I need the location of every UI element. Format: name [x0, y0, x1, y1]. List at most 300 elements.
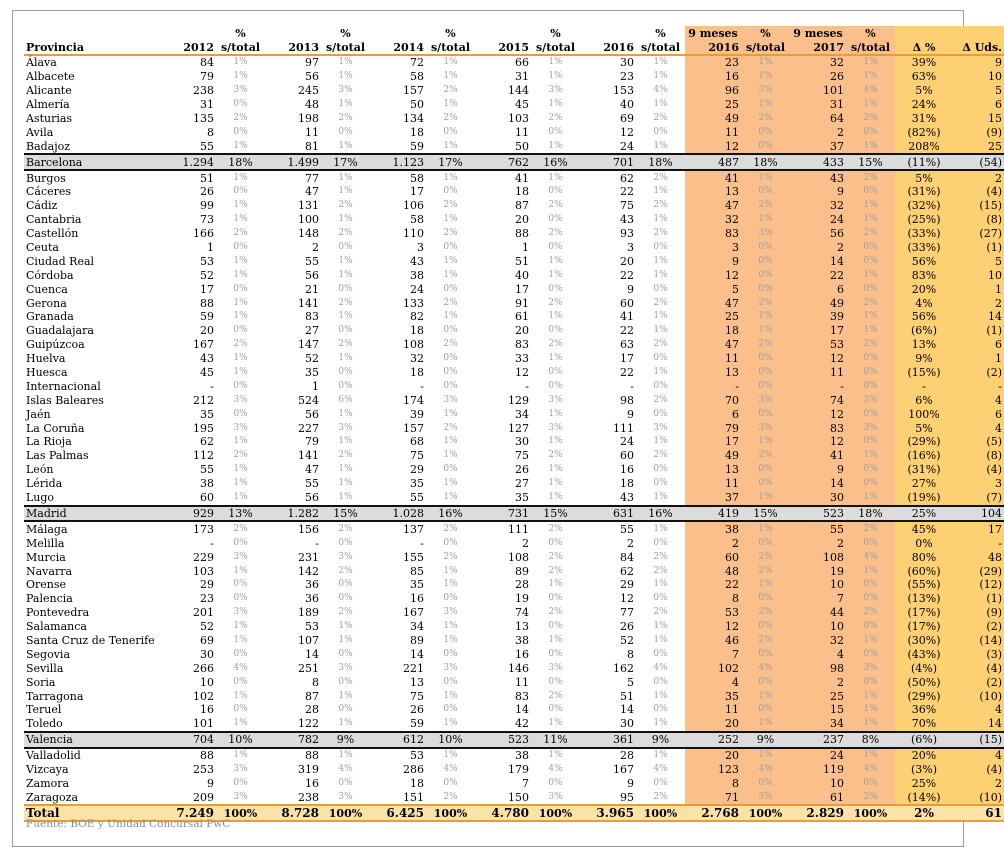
- value-9m-2016: 18: [685, 324, 741, 338]
- value-2012: 10: [200, 675, 214, 689]
- province-name: Lérida: [26, 477, 63, 491]
- province-name: Guipúzcoa: [26, 338, 85, 352]
- value-2013: 1.282: [265, 506, 321, 522]
- value-9m-2017: 24: [790, 213, 846, 227]
- value-2013: 87: [305, 689, 319, 703]
- pct-2013: 0%: [338, 367, 353, 378]
- pct-2012: 1%: [233, 269, 248, 280]
- pct-2016: 1%: [653, 140, 668, 151]
- value-9m-2016: 70: [685, 393, 741, 407]
- province-name: Zamora: [26, 776, 70, 790]
- value-2014: 85: [410, 564, 424, 578]
- pct-2015: 0%: [548, 380, 563, 391]
- value-2012: -: [210, 536, 214, 550]
- pct-2014: 1%: [443, 408, 458, 419]
- value-9m-2017: 32: [790, 55, 846, 70]
- value-2013: 55: [305, 254, 319, 268]
- value-2014: 1.028: [370, 506, 426, 522]
- pct-2012: 13%: [216, 506, 265, 522]
- pct-2015: 11%: [531, 732, 580, 748]
- value-9m-2016: 9: [685, 254, 741, 268]
- pct-2013: 0%: [338, 593, 353, 604]
- delta-uds: (4): [953, 661, 1004, 675]
- value-9m-2016: 38: [685, 521, 741, 536]
- delta-uds: 15: [953, 112, 1004, 126]
- pct-2014: 2%: [443, 297, 458, 308]
- pct-2014: 2%: [443, 85, 458, 96]
- delta-pct: 80%: [895, 550, 953, 564]
- value-2013: 131: [298, 199, 319, 213]
- pct-9m-2017: 0%: [846, 185, 895, 199]
- value-2012: 60: [200, 491, 214, 505]
- pct-9m-2016: 9%: [741, 732, 790, 748]
- value-2015: 66: [515, 56, 529, 70]
- pct-2015: 1%: [548, 478, 563, 489]
- value-2015: 179: [508, 762, 529, 776]
- value-2015: 89: [515, 564, 529, 578]
- delta-pct: 70%: [895, 717, 953, 732]
- pct-2012: 1%: [233, 690, 248, 701]
- value-2016: 77: [620, 606, 634, 620]
- pct-2012: 2%: [233, 450, 248, 461]
- value-9m-2017: 7: [790, 592, 846, 606]
- pct-2013: 2%: [338, 228, 353, 239]
- value-2012: 99: [200, 199, 214, 213]
- header-blank: [580, 26, 636, 40]
- pct-2016: 1%: [653, 214, 668, 225]
- pct-2013: 1%: [338, 621, 353, 632]
- pct-2015: 0%: [548, 704, 563, 715]
- province-name: Cuenca: [26, 282, 68, 296]
- pct-2016: 1%: [653, 634, 668, 645]
- highlighted-row: [24, 154, 1004, 170]
- value-2015: 74: [515, 606, 529, 620]
- pct-2015: 0%: [548, 186, 563, 197]
- pct-2015: 1%: [548, 750, 563, 761]
- header-pct-top: %: [846, 26, 895, 40]
- pct-2013: 6%: [338, 394, 353, 405]
- pct-9m-2017: 2%: [846, 338, 895, 352]
- pct-2016: 2%: [653, 297, 668, 308]
- value-2016: 63: [620, 338, 634, 352]
- delta-uds: (10): [953, 790, 1004, 805]
- value-2013: 88: [305, 749, 319, 763]
- delta-pct: (6%): [895, 324, 953, 338]
- value-2013: 245: [298, 84, 319, 98]
- value-2013: 11: [305, 125, 319, 139]
- pct-9m-2016: 1%: [741, 521, 790, 536]
- pct-2015: 16%: [531, 154, 580, 170]
- value-9m-2016: 13: [685, 185, 741, 199]
- value-9m-2016: 419: [685, 506, 741, 522]
- pct-9m-2017: 2%: [846, 112, 895, 126]
- header-pct-bottom: s/total: [636, 40, 685, 55]
- value-2012: 266: [193, 661, 214, 675]
- pct-9m-2017: 1%: [846, 70, 895, 84]
- value-2014: 75: [410, 449, 424, 463]
- pct-2016: 1%: [653, 621, 668, 632]
- table-row: [24, 352, 1004, 366]
- value-2014: 157: [403, 84, 424, 98]
- value-2013: 524: [298, 393, 319, 407]
- value-2015: 18: [515, 185, 529, 199]
- value-9m-2017: 26: [790, 70, 846, 84]
- value-2012: 238: [193, 84, 214, 98]
- value-2012: 20: [200, 324, 214, 338]
- pct-2016: 0%: [653, 777, 668, 788]
- value-9m-2017: 12: [790, 352, 846, 366]
- pct-2015: 1%: [548, 311, 563, 322]
- delta-uds: 6: [953, 338, 1004, 352]
- header-2012: 2012: [160, 40, 216, 55]
- value-9m-2016: 47: [685, 338, 741, 352]
- pct-9m-2016: 1%: [741, 70, 790, 84]
- pct-2012: 3%: [233, 85, 248, 96]
- province-name: Córdoba: [26, 268, 74, 282]
- value-2014: 18: [410, 776, 424, 790]
- table-row: [24, 477, 1004, 491]
- value-2015: 2: [522, 536, 529, 550]
- pct-2012: 18%: [216, 154, 265, 170]
- pct-2013: 1%: [338, 57, 353, 68]
- value-2013: 21: [305, 282, 319, 296]
- pct-9m-2016: 1%: [741, 98, 790, 112]
- value-2014: 106: [403, 199, 424, 213]
- pct-9m-2017: 4%: [846, 84, 895, 98]
- value-2016: 22: [620, 185, 634, 199]
- province-name: Almería: [26, 98, 70, 112]
- value-9m-2016: 17: [685, 435, 741, 449]
- pct-9m-2017: 0%: [846, 776, 895, 790]
- value-2016: 60: [620, 449, 634, 463]
- value-2013: 56: [305, 70, 319, 84]
- pct-2015: 2%: [548, 551, 563, 562]
- value-2015: 17: [515, 282, 529, 296]
- pct-2016: 2%: [653, 450, 668, 461]
- value-2012: 79: [200, 70, 214, 84]
- value-2016: 17: [620, 352, 634, 366]
- value-2014: 43: [410, 254, 424, 268]
- value-2015: 34: [515, 407, 529, 421]
- value-2014: 134: [403, 112, 424, 125]
- table-row: [24, 185, 1004, 199]
- pct-9m-2017: 18%: [846, 506, 895, 522]
- value-2015: 20: [515, 213, 529, 227]
- header-blank: [895, 26, 953, 40]
- pct-2014: 0%: [443, 325, 458, 336]
- province-name: Palencia: [26, 592, 73, 606]
- value-2012: 55: [200, 139, 214, 153]
- pct-2016: 0%: [653, 464, 668, 475]
- value-9m-2017: 64: [790, 112, 846, 126]
- pct-2016: 100%: [636, 805, 685, 821]
- pct-2014: 1%: [443, 214, 458, 225]
- value-2016: 75: [620, 199, 634, 213]
- pct-9m-2017: 0%: [846, 435, 895, 449]
- value-2014: 58: [410, 70, 424, 84]
- value-9m-2016: 2: [685, 536, 741, 550]
- delta-pct: (55%): [895, 578, 953, 592]
- pct-2016: 9%: [636, 732, 685, 748]
- value-2016: 93: [620, 227, 634, 241]
- value-2013: 16: [305, 776, 319, 790]
- pct-2012: 1%: [233, 750, 248, 761]
- value-2014: 26: [410, 703, 424, 717]
- value-2016: 16: [620, 463, 634, 477]
- province-name: Orense: [26, 578, 67, 592]
- pct-2014: 0%: [443, 380, 458, 391]
- value-2016: 167: [613, 762, 634, 776]
- pct-2012: 0%: [233, 777, 248, 788]
- delta-pct: 31%: [895, 112, 953, 126]
- pct-9m-2017: 0%: [846, 578, 895, 592]
- value-2014: 50: [410, 98, 424, 112]
- value-2016: 2: [627, 536, 634, 550]
- pct-2014: 10%: [426, 732, 475, 748]
- province-name: Teruel: [26, 703, 62, 717]
- pct-2014: 1%: [443, 750, 458, 761]
- pct-9m-2017: 2%: [846, 296, 895, 310]
- pct-2014: 3%: [443, 607, 458, 618]
- value-2016: 22: [620, 366, 634, 380]
- value-2016: 60: [620, 296, 634, 310]
- value-2014: -: [420, 379, 424, 393]
- value-9m-2017: 31: [790, 98, 846, 112]
- delta-uds: (4): [953, 463, 1004, 477]
- pct-2014: 17%: [426, 154, 475, 170]
- pct-2013: 1%: [338, 408, 353, 419]
- pct-9m-2017: 0%: [846, 536, 895, 550]
- pct-2016: 1%: [653, 255, 668, 266]
- province-name: Vizcaya: [26, 762, 69, 776]
- value-2015: 731: [475, 506, 531, 522]
- header-blank: [475, 26, 531, 40]
- value-2013: 47: [305, 185, 319, 199]
- pct-9m-2017: 1%: [846, 689, 895, 703]
- highlighted-row: [24, 506, 1004, 522]
- pct-2012: 1%: [233, 200, 248, 211]
- pct-2015: 3%: [548, 422, 563, 433]
- value-9m-2016: 53: [685, 606, 741, 620]
- pct-9m-2017: 0%: [846, 620, 895, 634]
- value-2012: 209: [193, 790, 214, 804]
- pct-2015: 1%: [548, 353, 563, 364]
- pct-2015: 2%: [548, 450, 563, 461]
- pct-9m-2016: 2%: [741, 634, 790, 648]
- pct-2016: 1%: [653, 492, 668, 503]
- value-9m-2016: 2.768: [685, 805, 741, 821]
- value-9m-2016: 47: [685, 199, 741, 213]
- province-name: La Rioja: [26, 435, 72, 449]
- value-2015: 51: [515, 254, 529, 268]
- delta-pct: (29%): [895, 435, 953, 449]
- province-name: Burgos: [26, 171, 66, 185]
- pct-9m-2017: 15%: [846, 154, 895, 170]
- province-name: Málaga: [26, 522, 68, 536]
- pct-2012: 0%: [233, 99, 248, 110]
- value-2014: 221: [403, 661, 424, 675]
- pct-9m-2016: 0%: [741, 675, 790, 689]
- pct-2013: 100%: [321, 805, 370, 821]
- pct-2013: 2%: [338, 565, 353, 576]
- pct-2014: 1%: [443, 140, 458, 151]
- value-2014: 89: [410, 633, 424, 647]
- pct-2014: 1%: [443, 450, 458, 461]
- province-name: Huelva: [26, 352, 66, 366]
- pct-2013: 9%: [321, 732, 370, 748]
- header-blank: [24, 26, 160, 40]
- value-2014: 151: [403, 790, 424, 804]
- value-2012: 167: [193, 338, 214, 352]
- value-2012: 173: [193, 522, 214, 536]
- delta-pct: (11%): [895, 154, 953, 170]
- value-9m-2017: 14: [790, 477, 846, 491]
- delta-uds: 6: [953, 407, 1004, 421]
- table-row: [24, 536, 1004, 550]
- delta-uds: 104: [953, 506, 1004, 522]
- delta-uds: (8): [953, 213, 1004, 227]
- pct-2013: 1%: [338, 172, 353, 183]
- delta-uds: (9): [953, 606, 1004, 620]
- value-9m-2016: 6: [685, 407, 741, 421]
- province-name: Soria: [26, 675, 56, 689]
- pct-9m-2017: 3%: [846, 421, 895, 435]
- pct-2016: 1%: [653, 436, 668, 447]
- value-2014: 14: [410, 647, 424, 661]
- pct-9m-2016: 1%: [741, 213, 790, 227]
- value-2015: 33: [515, 352, 529, 366]
- value-2014: 29: [410, 463, 424, 477]
- pct-9m-2016: 0%: [741, 185, 790, 199]
- pct-9m-2017: 4%: [846, 550, 895, 564]
- delta-pct: 24%: [895, 98, 953, 112]
- delta-uds: (1): [953, 592, 1004, 606]
- value-2012: 43: [200, 352, 214, 366]
- value-2013: 156: [298, 522, 319, 536]
- table-body: [24, 55, 1004, 821]
- delta-uds: 5: [953, 254, 1004, 268]
- pct-2016: 1%: [653, 690, 668, 701]
- value-2014: 34: [410, 620, 424, 634]
- value-9m-2017: 10: [790, 620, 846, 634]
- pct-2016: 1%: [653, 57, 668, 68]
- value-2013: 48: [305, 98, 319, 112]
- pct-2012: 4%: [233, 662, 248, 673]
- pct-2015: 1%: [548, 634, 563, 645]
- pct-9m-2017: 0%: [846, 366, 895, 380]
- pct-2013: 2%: [338, 200, 353, 211]
- value-9m-2017: 44: [790, 606, 846, 620]
- value-9m-2016: 123: [685, 763, 741, 777]
- pct-9m-2016: 3%: [741, 84, 790, 98]
- delta-pct: 208%: [895, 139, 953, 154]
- pct-2016: 2%: [653, 565, 668, 576]
- delta-pct: 39%: [895, 55, 953, 70]
- pct-2015: 2%: [548, 200, 563, 211]
- value-2016: 30: [620, 717, 634, 731]
- value-2016: 12: [620, 592, 634, 606]
- pct-2013: 1%: [338, 464, 353, 475]
- value-2013: 319: [298, 762, 319, 776]
- value-2014: 24: [410, 282, 424, 296]
- pct-9m-2016: 0%: [741, 139, 790, 154]
- value-2016: 9: [627, 407, 634, 421]
- value-2012: 84: [200, 56, 214, 70]
- pct-9m-2017: 0%: [846, 477, 895, 491]
- pct-2014: 1%: [443, 478, 458, 489]
- value-9m-2017: 2.829: [790, 805, 846, 821]
- value-2015: 27: [515, 477, 529, 491]
- value-9m-2017: 41: [790, 449, 846, 463]
- value-2013: 77: [305, 171, 319, 185]
- pct-2013: 3%: [338, 551, 353, 562]
- table-row: [24, 620, 1004, 634]
- pct-2016: 2%: [653, 172, 668, 183]
- value-2014: 133: [403, 296, 424, 310]
- value-2015: 41: [515, 171, 529, 185]
- value-9m-2016: 25: [685, 310, 741, 324]
- value-2015: 4.780: [475, 805, 531, 821]
- value-9m-2016: 12: [685, 139, 741, 154]
- province-name: Valladolid: [26, 749, 81, 763]
- table-row: [24, 112, 1004, 126]
- table-row: [24, 449, 1004, 463]
- pct-9m-2016: 2%: [741, 296, 790, 310]
- value-9m-2017: 433: [790, 154, 846, 170]
- pct-9m-2017: 0%: [846, 241, 895, 255]
- table-row: [24, 310, 1004, 324]
- value-2015: 28: [515, 578, 529, 592]
- pct-2013: 2%: [338, 450, 353, 461]
- delta-uds: 10: [953, 70, 1004, 84]
- value-2012: 229: [193, 550, 214, 564]
- pct-9m-2017: 1%: [846, 703, 895, 717]
- province-name: Melilla: [26, 536, 65, 550]
- value-2013: 35: [305, 366, 319, 380]
- pct-9m-2017: 1%: [846, 98, 895, 112]
- value-2016: -: [630, 379, 634, 393]
- delta-uds: 9: [953, 55, 1004, 70]
- pct-2016: 0%: [653, 242, 668, 253]
- pct-2012: 1%: [233, 718, 248, 729]
- value-2013: 782: [265, 732, 321, 748]
- pct-2012: 1%: [233, 140, 248, 151]
- pct-9m-2016: 0%: [741, 407, 790, 421]
- value-2012: 62: [200, 435, 214, 449]
- pct-9m-2016: 0%: [741, 268, 790, 282]
- pct-2014: 1%: [443, 255, 458, 266]
- pct-2015: 2%: [548, 339, 563, 350]
- value-2013: 142: [298, 564, 319, 578]
- pct-2016: 2%: [653, 607, 668, 618]
- table-row: [24, 199, 1004, 213]
- delta-uds: (15): [953, 732, 1004, 748]
- province-name: Navarra: [26, 564, 73, 578]
- pct-2012: 0%: [233, 186, 248, 197]
- pct-2014: 0%: [443, 353, 458, 364]
- pct-9m-2016: 0%: [741, 647, 790, 661]
- value-9m-2017: 12: [790, 435, 846, 449]
- header-pct-bottom: s/total: [426, 40, 475, 55]
- pct-2012: 1%: [233, 565, 248, 576]
- header-pct-top: %: [550, 27, 561, 40]
- value-9m-2016: 5: [685, 282, 741, 296]
- province-name: Islas Baleares: [26, 393, 104, 407]
- delta-uds: (12): [953, 578, 1004, 592]
- value-2013: 97: [305, 56, 319, 70]
- pct-2015: 0%: [548, 593, 563, 604]
- value-9m-2017: 237: [790, 732, 846, 748]
